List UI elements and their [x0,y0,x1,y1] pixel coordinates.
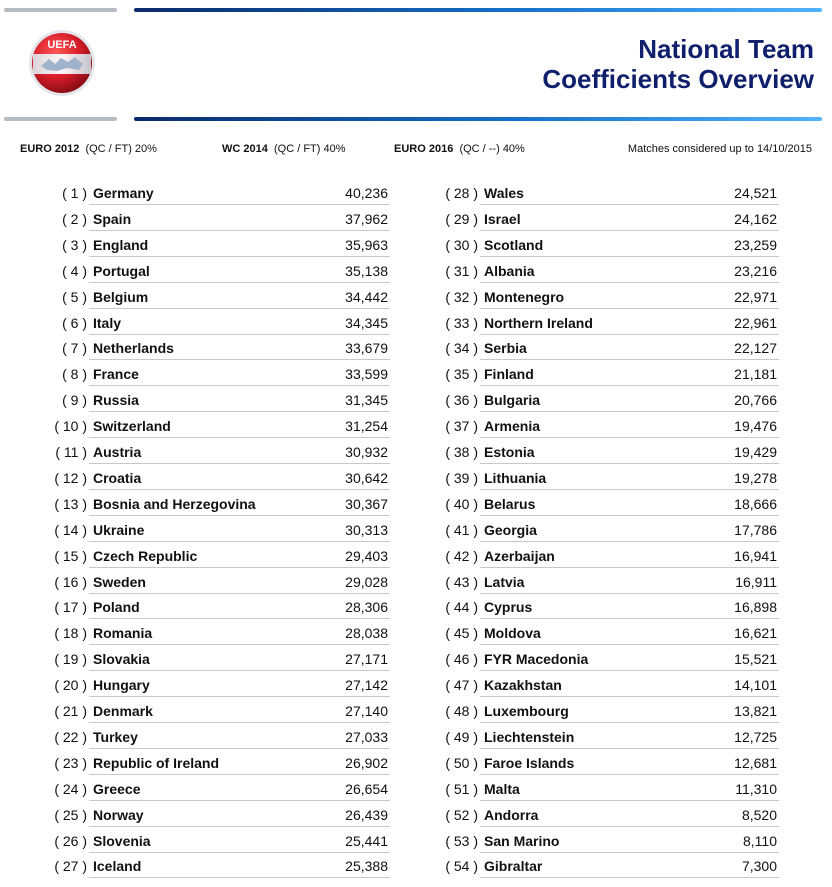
header-matches-considered: Matches considered up to 14/10/2015 [627,143,812,155]
ranking-row [42,621,390,647]
team-name: Belarus [484,495,536,512]
row-divider [480,567,779,568]
rank-number: ( 29 ) [445,210,478,227]
row-divider [89,437,390,438]
rank-number: ( 40 ) [445,495,478,512]
coefficient-value: 29,028 [345,573,388,590]
ranking-row [433,570,779,596]
team-name: Greece [93,780,141,797]
coefficient-value: 19,429 [734,444,777,460]
ranking-row [433,621,779,647]
coefficient-value: 16,621 [734,625,777,642]
team-name: Malta [484,780,520,797]
header-euro2012: EURO 2012 (QC / FT) 20% [20,143,157,155]
header-wc2014: WC 2014 (QC / FT) 40% [222,143,346,155]
coefficient-value: 27,142 [345,677,388,694]
ranking-row [433,777,779,803]
rank-number: ( 39 ) [445,469,478,486]
row-divider [89,567,390,568]
team-name: Georgia [484,521,537,538]
rank-number: ( 26 ) [54,832,87,849]
team-name: Faroe Islands [484,754,575,771]
row-divider [89,489,390,490]
rank-number: ( 14 ) [54,521,87,538]
row-divider [480,463,779,464]
ranking-row [42,725,390,751]
row-divider [480,256,779,257]
team-name: Albania [484,262,535,279]
rank-number: ( 27 ) [54,858,87,875]
team-name: Cyprus [484,599,533,616]
rank-number: ( 24 ) [54,780,87,797]
coefficient-value: 11,310 [735,780,777,797]
row-divider [89,852,390,853]
ranking-row [42,233,390,259]
ranking-row [433,544,779,570]
rank-number: ( 6 ) [62,314,87,331]
title-line-1: National Team [638,34,814,64]
team-name: Serbia [484,340,527,357]
ranking-row [433,336,779,362]
coefficient-value: 22,127 [734,340,777,357]
team-name: Bulgaria [484,392,541,409]
ranking-row [433,259,779,285]
rank-number: ( 54 ) [445,858,478,875]
team-name: Belgium [93,288,149,305]
rank-number: ( 45 ) [445,625,478,642]
ranking-row [42,414,390,440]
team-name: FYR Macedonia [484,651,589,668]
team-name: Poland [93,599,140,616]
ranking-row [42,544,390,570]
rank-number: ( 12 ) [54,469,87,486]
rank-number: ( 18 ) [54,625,87,642]
rank-number: ( 25 ) [54,806,87,823]
ranking-row [433,725,779,751]
row-divider [480,774,779,775]
coefficient-value: 15,521 [734,651,777,668]
coefficient-value: 8,110 [743,832,777,849]
team-name: Israel [484,210,521,227]
ranking-row [42,751,390,777]
coefficient-value: 24,521 [734,185,777,201]
row-divider [89,826,390,827]
team-name: Denmark [93,703,153,719]
team-name: France [93,366,139,383]
coefficient-value: 22,971 [734,288,777,305]
ranking-row [433,829,779,855]
team-name: Bosnia and Herzegovina [93,495,256,512]
rank-number: ( 52 ) [445,806,478,823]
ranking-row [42,518,390,544]
team-name: Italy [93,314,122,331]
uefa-logo [27,28,97,98]
coefficient-value: 14,101 [734,677,777,694]
ranking-row [433,466,779,492]
rank-number: ( 32 ) [445,288,478,305]
coefficient-value: 29,403 [345,547,388,564]
row-divider [89,748,390,749]
team-name: Russia [93,392,139,409]
coefficient-value: 31,254 [345,418,388,435]
ranking-row [433,181,779,207]
coefficient-value: 27,033 [345,728,388,745]
team-name: Kazakhstan [484,677,562,694]
coefficient-value: 26,654 [345,780,388,797]
ranking-row [433,673,779,699]
team-name: Montenegro [484,288,565,305]
team-name: Latvia [484,573,525,590]
coefficient-value: 33,599 [345,366,388,383]
rank-number: ( 46 ) [445,651,478,668]
rank-number: ( 53 ) [445,832,478,849]
coefficient-value: 24,162 [734,210,777,227]
rank-number: ( 31 ) [445,262,478,279]
row-divider [89,359,390,360]
row-divider [480,877,779,878]
ranking-row [433,440,779,466]
coefficient-value: 23,259 [734,236,777,253]
row-divider [89,515,390,516]
coefficient-value: 26,439 [345,806,388,823]
coefficient-value: 37,962 [345,210,388,227]
logo-text: UEFA [47,39,77,51]
top-divider-grey [4,8,117,12]
coefficient-value: 30,313 [345,521,388,538]
ranking-row [42,440,390,466]
team-name: San Marino [484,832,560,849]
row-divider [480,230,779,231]
row-divider [89,385,390,386]
team-name: Netherlands [93,340,174,357]
rank-number: ( 8 ) [62,366,87,383]
coefficient-value: 16,941 [734,547,777,564]
coefficient-value: 33,679 [345,340,388,357]
row-divider [480,696,779,697]
row-divider [89,774,390,775]
team-name: Estonia [484,444,535,460]
ranking-row [42,388,390,414]
rank-number: ( 1 ) [62,185,87,201]
team-name: Germany [93,185,154,201]
coefficient-value: 22,961 [734,314,777,331]
coefficient-value: 28,306 [345,599,388,616]
rank-number: ( 11 ) [55,444,87,460]
rank-number: ( 30 ) [445,236,478,253]
row-divider [480,852,779,853]
coefficient-value: 19,278 [734,469,777,486]
row-divider [480,515,779,516]
team-name: Croatia [93,469,142,486]
ranking-row [433,803,779,829]
row-divider [480,437,779,438]
team-name: Austria [93,444,142,460]
team-name: Liechtenstein [484,728,575,745]
coefficient-value: 30,367 [345,495,388,512]
ranking-row [42,854,390,880]
team-name: Gibraltar [484,858,543,875]
bottom-divider-blue [134,117,822,121]
coefficient-value: 27,171 [345,651,388,668]
ranking-row [433,285,779,311]
row-divider [89,282,390,283]
ranking-row [42,647,390,673]
row-divider [480,385,779,386]
team-name: Switzerland [93,418,171,435]
team-name: Andorra [484,806,539,823]
rank-number: ( 10 ) [54,418,87,435]
ranking-row [433,699,779,725]
team-name: Scotland [484,236,544,253]
coefficient-value: 25,441 [345,832,388,849]
row-divider [89,334,390,335]
ranking-row [42,336,390,362]
rank-number: ( 4 ) [62,262,87,279]
row-divider [89,800,390,801]
rank-number: ( 28 ) [445,185,478,201]
team-name: Turkey [93,728,138,745]
rank-number: ( 49 ) [445,728,478,745]
row-divider [89,463,390,464]
top-divider-blue [134,8,822,12]
row-divider [480,334,779,335]
row-divider [480,618,779,619]
team-name: Ukraine [93,521,145,538]
row-divider [89,541,390,542]
ranking-row [433,751,779,777]
team-name: Lithuania [484,469,547,486]
coefficient-value: 23,216 [734,262,777,279]
ranking-row [42,285,390,311]
row-divider [480,204,779,205]
ranking-row [42,673,390,699]
rank-number: ( 41 ) [445,521,478,538]
row-divider [89,230,390,231]
row-divider [89,696,390,697]
coefficient-value: 25,388 [345,858,388,875]
coefficient-value: 8,520 [741,806,777,823]
rank-number: ( 9 ) [62,392,87,409]
row-divider [89,618,390,619]
coefficient-value: 35,963 [345,236,388,253]
coefficient-value: 13,821 [734,703,777,719]
team-name: Moldova [484,625,541,642]
rank-number: ( 13 ) [54,495,87,512]
ranking-row [42,362,390,388]
rank-number: ( 43 ) [445,573,478,590]
coefficient-value: 27,140 [345,703,388,719]
team-name: Republic of Ireland [93,754,220,771]
ranking-row [433,492,779,518]
coefficient-value: 30,932 [345,444,388,460]
coefficient-value: 30,642 [345,469,388,486]
rank-number: ( 21 ) [54,703,87,719]
team-name: Portugal [93,262,150,279]
coefficient-value: 7,300 [741,858,777,875]
row-divider [480,670,779,671]
ranking-row [433,518,779,544]
row-divider [89,670,390,671]
coefficient-value: 35,138 [345,262,388,279]
team-name: Wales [484,185,524,201]
coefficient-value: 34,345 [345,314,388,331]
rank-number: ( 20 ) [54,677,87,694]
coefficient-value: 17,786 [734,521,777,538]
rank-number: ( 48 ) [445,703,478,719]
ranking-row [433,414,779,440]
rank-number: ( 44 ) [445,599,478,616]
ranking-row [42,803,390,829]
ranking-row [42,311,390,337]
coefficient-value: 34,442 [345,288,388,305]
ranking-row [433,647,779,673]
ranking-row [433,362,779,388]
team-name: Armenia [484,418,541,435]
row-divider [480,800,779,801]
row-divider [480,282,779,283]
team-name: Finland [484,366,534,383]
ranking-row [42,259,390,285]
ranking-row [42,466,390,492]
ranking-row [433,207,779,233]
ranking-row [433,311,779,337]
ranking-row [433,388,779,414]
team-name: Iceland [93,858,142,875]
coefficient-value: 12,681 [734,754,777,771]
team-name: Hungary [93,677,150,694]
rank-number: ( 47 ) [445,677,478,694]
row-divider [480,644,779,645]
ranking-row [42,595,390,621]
team-name: Luxembourg [484,703,569,719]
ranking-row [433,595,779,621]
title-line-2: Coefficients Overview [542,64,814,94]
row-divider [480,308,779,309]
coefficient-value: 21,181 [734,366,777,383]
team-name: England [93,236,149,253]
ranking-row [42,570,390,596]
rank-number: ( 23 ) [54,754,87,771]
ranking-row [42,699,390,725]
row-divider [89,877,390,878]
row-divider [89,411,390,412]
rank-number: ( 51 ) [445,780,478,797]
header-euro2016: EURO 2016 (QC / --) 40% [394,143,525,155]
rank-number: ( 22 ) [54,728,87,745]
rank-number: ( 42 ) [445,547,478,564]
team-name: Spain [93,210,132,227]
ranking-row [42,829,390,855]
ranking-row [42,492,390,518]
row-divider [480,748,779,749]
rank-number: ( 36 ) [445,392,478,409]
rank-number: ( 50 ) [445,754,478,771]
rank-number: ( 19 ) [54,651,87,668]
rank-number: ( 2 ) [62,210,87,227]
row-divider [480,411,779,412]
team-name: Northern Ireland [484,314,593,331]
rank-number: ( 37 ) [445,418,478,435]
coefficient-value: 16,911 [735,573,777,590]
row-divider [480,593,779,594]
rank-number: ( 5 ) [62,288,87,305]
row-divider [480,722,779,723]
team-name: Czech Republic [93,547,198,564]
row-divider [89,644,390,645]
ranking-row [42,207,390,233]
coefficient-value: 31,345 [345,392,388,409]
row-divider [89,722,390,723]
row-divider [89,308,390,309]
rank-number: ( 17 ) [54,599,87,616]
rank-number: ( 35 ) [445,366,478,383]
coefficient-value: 20,766 [734,392,777,409]
coefficient-value: 16,898 [734,599,777,616]
coefficient-value: 12,725 [734,728,777,745]
team-name: Azerbaijan [484,547,555,564]
ranking-row [42,777,390,803]
coefficient-value: 19,476 [734,418,777,435]
coefficient-value: 26,902 [345,754,388,771]
rank-number: ( 7 ) [62,340,87,357]
rank-number: ( 15 ) [54,547,87,564]
page-title [542,34,814,94]
row-divider [480,541,779,542]
ranking-row [42,181,390,207]
row-divider [480,489,779,490]
row-divider [89,204,390,205]
row-divider [89,593,390,594]
ranking-row [433,854,779,880]
rank-number: ( 16 ) [54,573,87,590]
bottom-divider-grey [4,117,117,121]
rank-number: ( 33 ) [445,314,478,331]
team-name: Slovakia [93,651,150,668]
team-name: Romania [93,625,153,642]
row-divider [480,826,779,827]
team-name: Sweden [93,573,146,590]
ranking-row [433,233,779,259]
rank-number: ( 3 ) [62,236,87,253]
coefficient-value: 40,236 [345,185,388,201]
team-name: Slovenia [93,832,151,849]
rank-number: ( 38 ) [445,444,478,460]
rank-number: ( 34 ) [445,340,478,357]
row-divider [89,256,390,257]
coefficient-value: 18,666 [734,495,777,512]
row-divider [480,359,779,360]
coefficient-value: 28,038 [345,625,388,642]
team-name: Norway [93,806,144,823]
